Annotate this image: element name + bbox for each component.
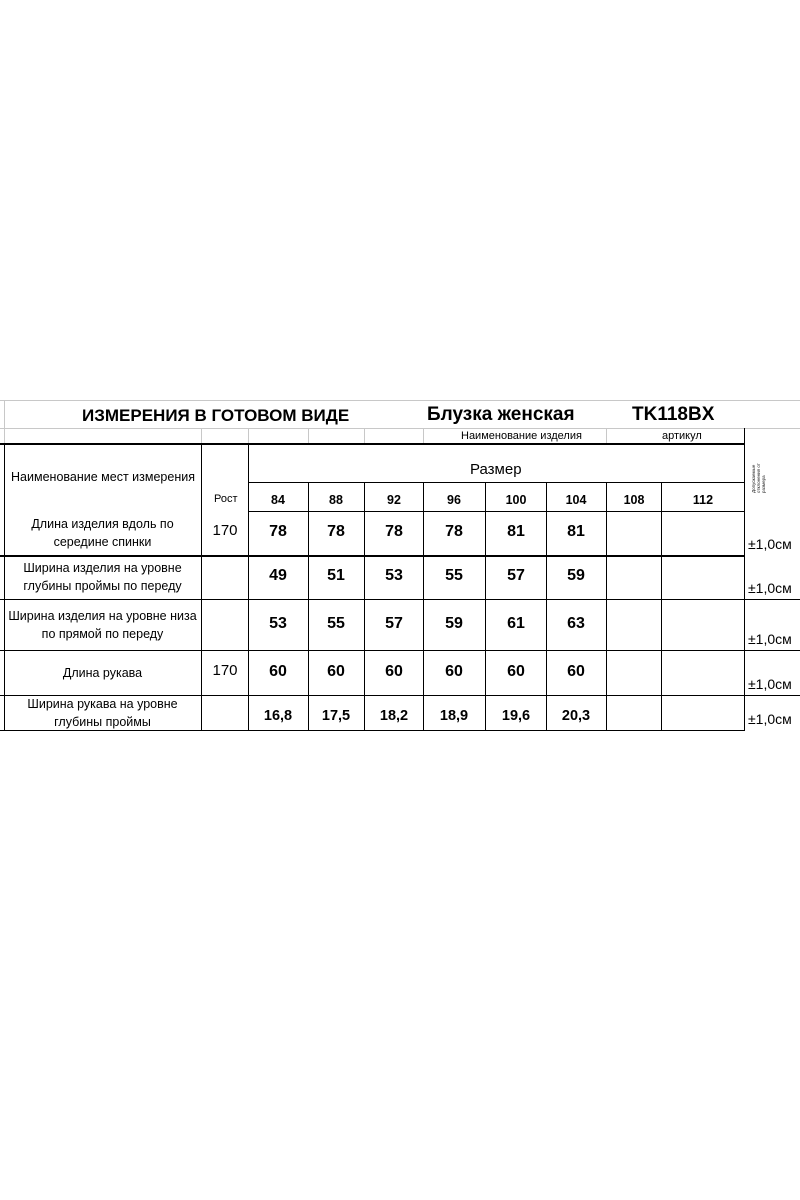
table-cell: 78 xyxy=(269,523,287,540)
grid-line xyxy=(248,428,249,443)
grid-line xyxy=(485,482,486,731)
table-cell: 55 xyxy=(327,614,345,632)
size-header: Размер xyxy=(470,461,522,478)
grid-line xyxy=(308,482,309,731)
grid-line xyxy=(248,482,744,483)
size-header-cell: 92 xyxy=(387,493,401,507)
row-tolerance: ±1,0см xyxy=(748,631,792,647)
size-header-cell: 100 xyxy=(505,493,527,507)
grid-line xyxy=(201,428,202,443)
grid-line xyxy=(364,482,365,731)
grid-line xyxy=(0,400,800,401)
table-cell: 60 xyxy=(507,662,525,680)
table-cell: 60 xyxy=(269,662,287,680)
table-cell: 81 xyxy=(567,523,585,540)
row-label: Ширина рукава на уровне глубины проймы xyxy=(27,696,178,729)
table-cell: 78 xyxy=(327,523,345,540)
table-cell: 20,3 xyxy=(561,708,591,724)
tolerance-header: Допускаемые отклонения от размера xyxy=(751,463,766,493)
article-caption: артикул xyxy=(662,430,702,442)
size-header-cell: 88 xyxy=(329,493,343,507)
height-header: Рост xyxy=(214,493,238,505)
product-caption: Наименование изделия xyxy=(461,430,582,442)
table-cell: 60 xyxy=(567,662,585,680)
row-tolerance: ±1,0см xyxy=(748,536,792,552)
table-cell: 49 xyxy=(269,567,287,584)
row-height: 170 xyxy=(212,661,238,679)
table-cell: 18,2 xyxy=(379,708,409,724)
size-header-cell: 112 xyxy=(692,493,714,507)
table-cell: 55 xyxy=(445,567,463,584)
grid-line xyxy=(744,428,745,731)
measure-header: Наименование мест измерения xyxy=(11,470,195,484)
grid-line xyxy=(546,482,547,731)
table-cell: 17,5 xyxy=(321,708,351,724)
grid-line xyxy=(423,482,424,731)
row-tolerance: ±1,0см xyxy=(748,580,792,596)
table-cell: 57 xyxy=(385,614,403,632)
table-cell: 53 xyxy=(269,614,287,632)
table-cell: 51 xyxy=(327,567,345,584)
grid-line xyxy=(0,428,800,429)
grid-line xyxy=(364,428,365,443)
grid-line xyxy=(0,599,800,600)
grid-line xyxy=(0,555,745,557)
grid-line xyxy=(248,443,249,731)
table-cell: 59 xyxy=(567,567,585,584)
article-code: TK118BX xyxy=(632,404,715,425)
table-cell: 81 xyxy=(507,523,525,540)
sheet-title: ИЗМЕРЕНИЯ В ГОТОВОМ ВИДЕ xyxy=(82,406,350,425)
size-header-cell: 104 xyxy=(565,493,587,507)
table-cell: 16,8 xyxy=(263,708,293,724)
grid-line xyxy=(0,650,800,651)
table-cell: 60 xyxy=(327,662,345,680)
table-cell: 57 xyxy=(507,567,525,584)
grid-line xyxy=(201,443,202,731)
product-name: Блузка женская xyxy=(427,404,575,425)
table-cell: 78 xyxy=(385,523,403,540)
grid-line xyxy=(606,482,607,731)
grid-line xyxy=(423,428,424,443)
row-tolerance: ±1,0см xyxy=(748,676,792,692)
size-header-cell: 84 xyxy=(271,493,285,507)
row-label: Ширина изделия на уровне низа по прямой по переду xyxy=(8,608,197,641)
table-cell: 60 xyxy=(445,662,463,680)
size-header-cell: 108 xyxy=(623,493,645,507)
row-label: Ширина изделия на уровне глубины проймы по переду xyxy=(23,561,182,593)
grid-line xyxy=(308,428,309,443)
table-cell: 18,9 xyxy=(439,708,469,724)
table-cell: 19,6 xyxy=(501,708,531,724)
row-label: Длина рукава xyxy=(62,665,143,680)
table-cell: 60 xyxy=(385,662,403,680)
size-header-cell: 96 xyxy=(447,493,461,507)
grid-line xyxy=(606,428,607,443)
row-height: 170 xyxy=(212,522,238,539)
row-label: Длина изделия вдоль по середине спинки xyxy=(31,517,174,549)
table-cell: 53 xyxy=(385,567,403,584)
row-tolerance: ±1,0см xyxy=(748,711,792,727)
grid-line xyxy=(661,482,662,731)
table-cell: 61 xyxy=(507,614,525,632)
grid-line xyxy=(4,400,5,443)
grid-line xyxy=(0,443,745,445)
table-cell: 59 xyxy=(445,614,463,632)
grid-line xyxy=(248,511,744,512)
table-cell: 78 xyxy=(445,523,463,540)
table-cell: 63 xyxy=(567,614,585,632)
